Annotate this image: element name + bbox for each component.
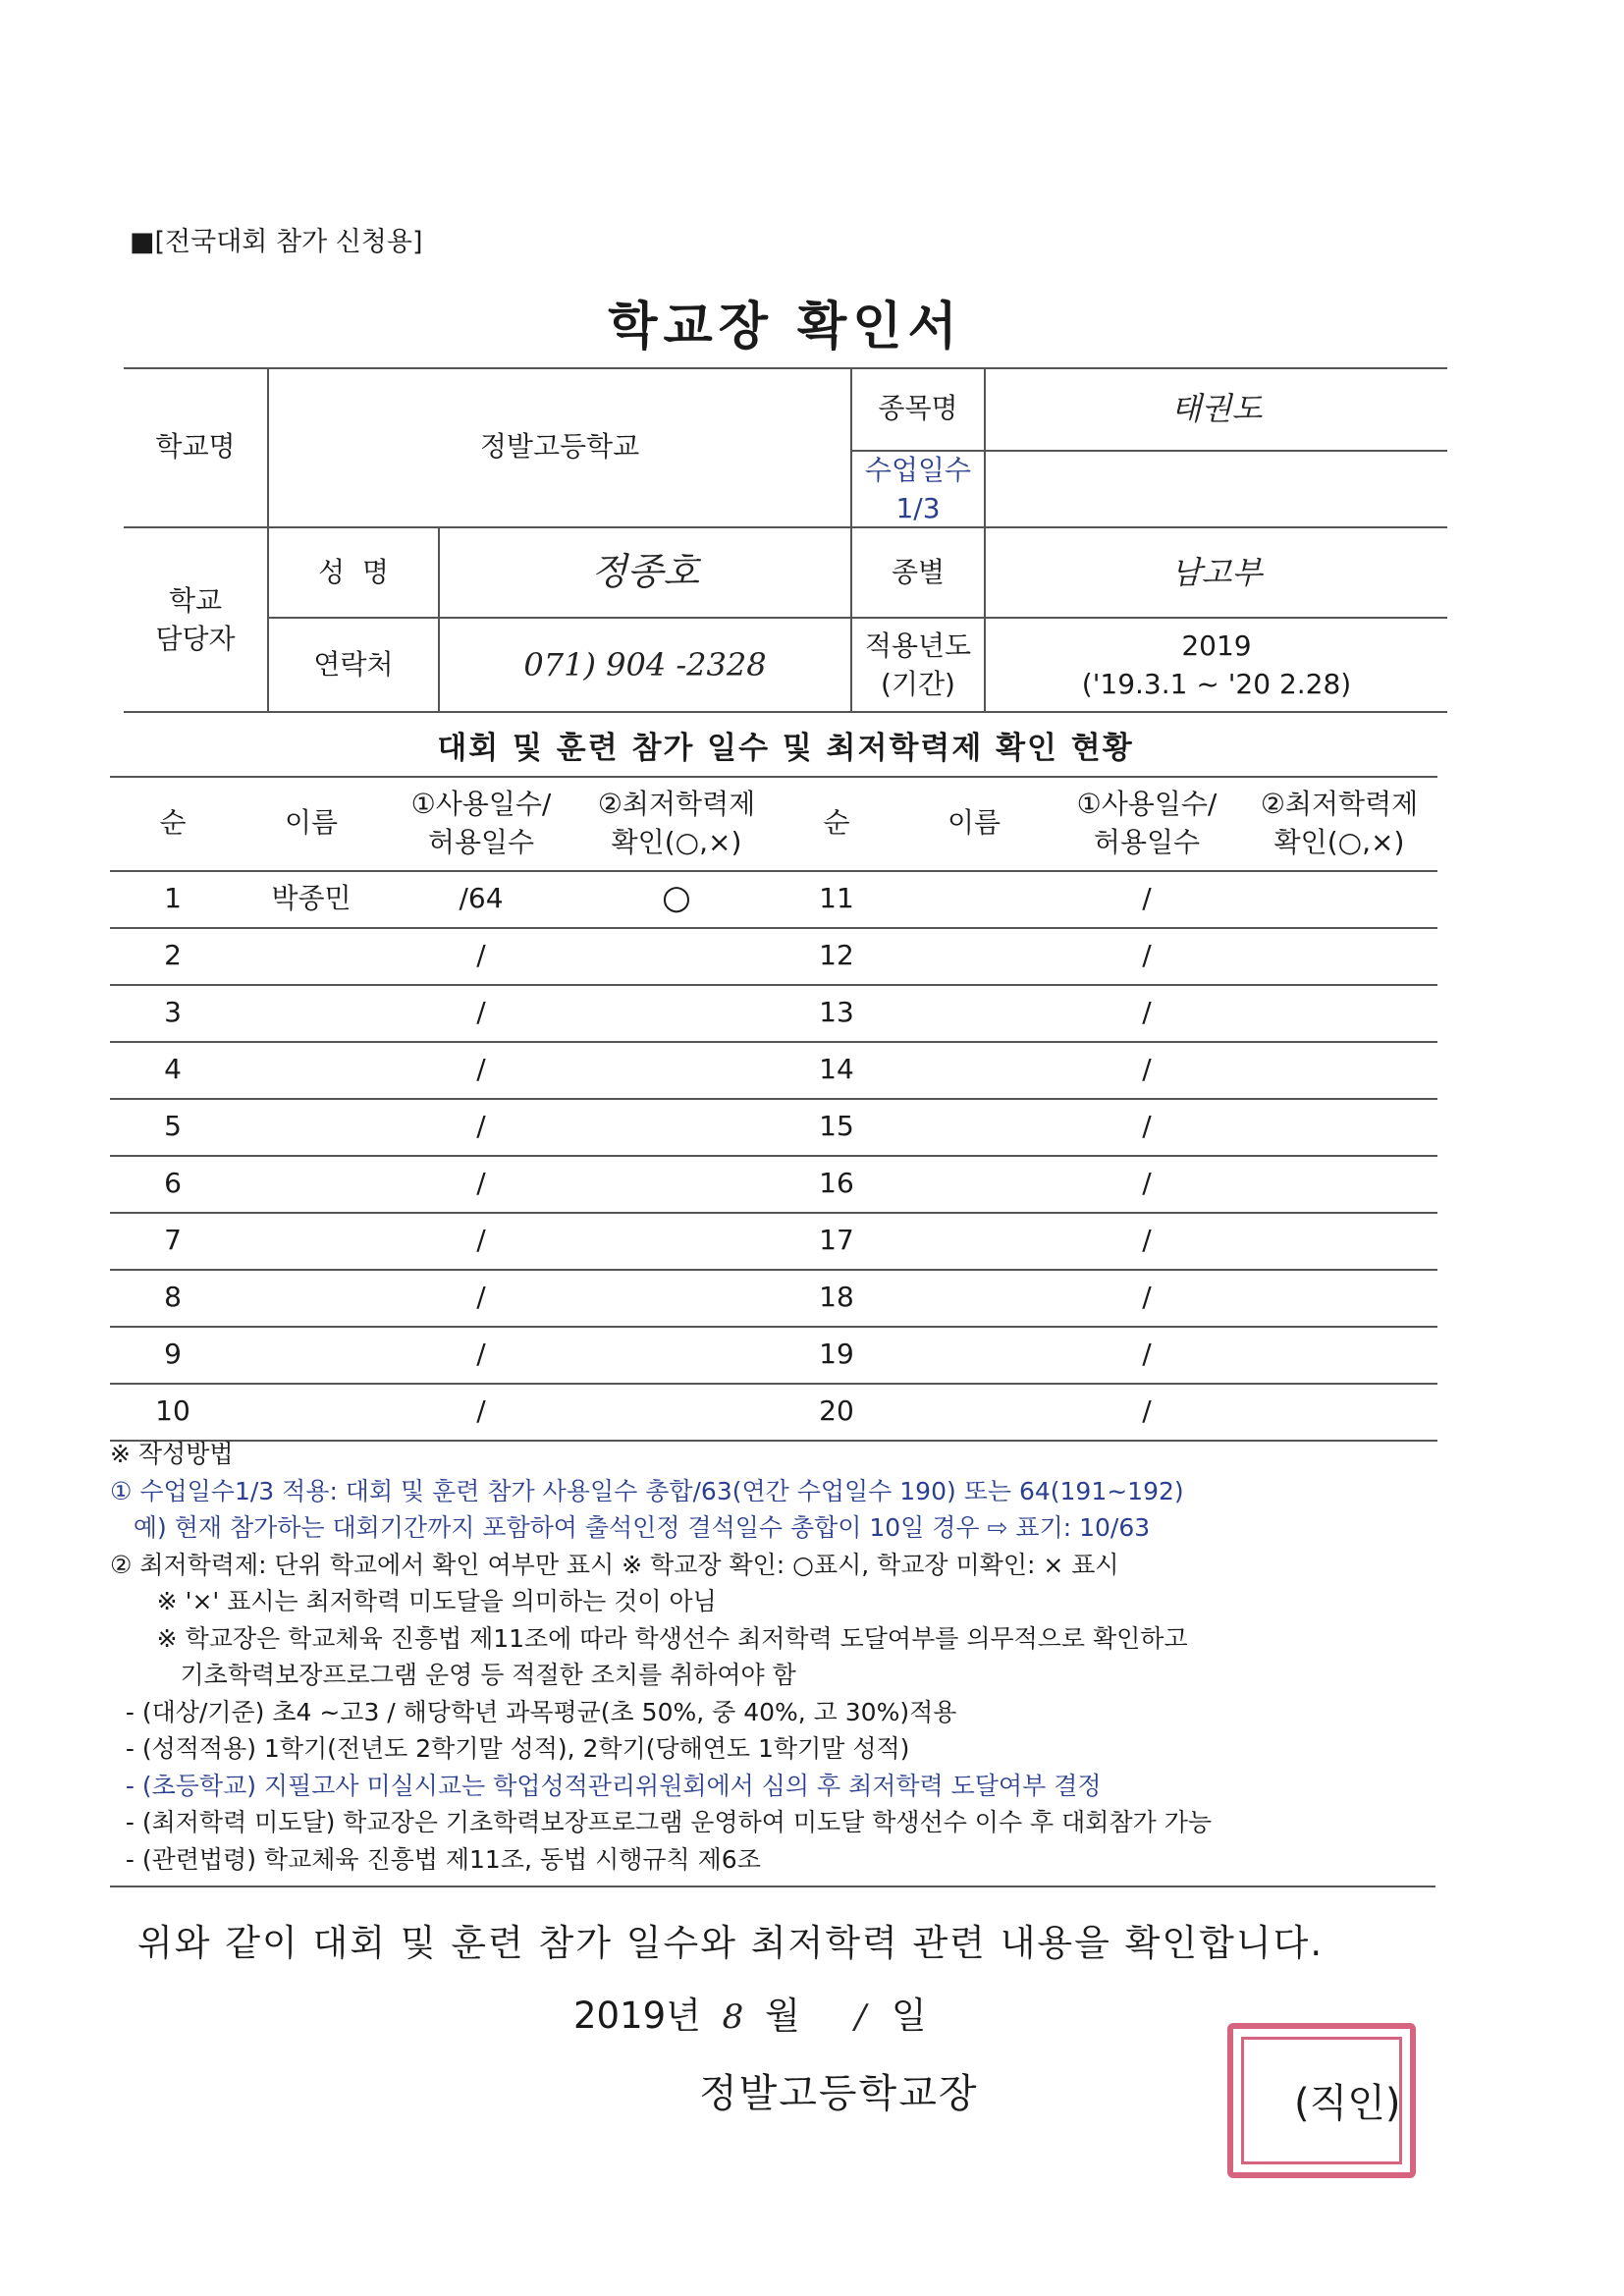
cell-seq: 7 bbox=[164, 1224, 182, 1257]
date-month-value: 8 bbox=[722, 1997, 744, 2037]
notes-divider bbox=[110, 1886, 1435, 1887]
cell-seq: 12 bbox=[819, 939, 854, 972]
cell-check bbox=[575, 927, 778, 984]
cell-days: / bbox=[476, 1394, 486, 1428]
form-tag: ■[전국대회 참가 신청용] bbox=[130, 227, 423, 257]
date-year: 2019년 bbox=[573, 1995, 701, 2037]
col-name-left: 이름 bbox=[284, 806, 339, 840]
cell-check bbox=[1241, 1269, 1437, 1326]
cell-name bbox=[895, 1212, 1053, 1269]
school-info-table bbox=[124, 367, 1447, 713]
cell-check bbox=[575, 1326, 778, 1383]
cell-days: / bbox=[1142, 1281, 1152, 1314]
cell-days: / bbox=[476, 1167, 486, 1200]
cell-days: /64 bbox=[459, 882, 504, 915]
issue-date bbox=[573, 1986, 927, 2039]
cell-days: / bbox=[1142, 882, 1152, 915]
cell-days: / bbox=[476, 1338, 486, 1371]
division-value: 남고부 bbox=[1170, 553, 1263, 591]
cell-name bbox=[236, 1269, 387, 1326]
cell-seq: 20 bbox=[819, 1394, 854, 1428]
cell-name bbox=[895, 927, 1053, 984]
col-seq-right: 순 bbox=[823, 806, 850, 840]
note-1a: ① 수업일수1/3 적용: 대회 및 훈련 참가 사용일수 총합/63(연간 수업일수 190) 또는 64(191~192) bbox=[110, 1476, 1184, 1505]
cell-check bbox=[1241, 870, 1437, 927]
col-check-right: ②최저학력제 확인(○,×) bbox=[1260, 787, 1419, 858]
cell-seq: 3 bbox=[164, 996, 182, 1029]
contact-label: 연락처 bbox=[313, 648, 394, 682]
cell-seq: 5 bbox=[164, 1110, 182, 1143]
cell-seq: 15 bbox=[819, 1110, 854, 1143]
cell-seq: 16 bbox=[819, 1167, 854, 1200]
cell-seq: 14 bbox=[819, 1053, 854, 1086]
cell-check bbox=[1241, 1098, 1437, 1155]
cell-seq: 6 bbox=[164, 1167, 182, 1200]
cell-seq: 11 bbox=[819, 882, 854, 915]
cell-seq: 1 bbox=[164, 882, 182, 915]
cell-name bbox=[895, 984, 1053, 1041]
row-divider bbox=[110, 776, 1437, 778]
cell-days: / bbox=[1142, 1167, 1152, 1200]
cell-days: / bbox=[1142, 996, 1152, 1029]
year-label: 적용년도 (기간) bbox=[864, 629, 972, 700]
cell-days: / bbox=[476, 1110, 486, 1143]
date-month-label: 월 bbox=[765, 1995, 800, 2037]
seal-label: (직인) bbox=[1294, 2081, 1401, 2126]
cell-name bbox=[236, 1155, 387, 1212]
school-name-value: 정발고등학교 bbox=[479, 430, 640, 464]
cell-name: 박종민 bbox=[271, 882, 352, 915]
date-day-value: / bbox=[854, 1997, 867, 2037]
cell-name bbox=[895, 870, 1053, 927]
detail-unmet: - (최저학력 미도달) 학교장은 기초학력보장프로그램 운영하여 미도달 학생선수 이수 후 대회참가 가능 bbox=[110, 1808, 1212, 1836]
manager-name-value: 정종호 bbox=[590, 550, 700, 594]
detail-law: - (관련법령) 학교체육 진흥법 제11조, 동법 시행규칙 제6조 bbox=[110, 1844, 761, 1874]
cell-name bbox=[895, 1098, 1053, 1155]
cell-seq: 19 bbox=[819, 1338, 854, 1371]
school-label: 학교명 bbox=[155, 430, 236, 464]
participation-table bbox=[110, 776, 1437, 1440]
school-days-label bbox=[852, 452, 984, 526]
cell-seq: 8 bbox=[164, 1281, 182, 1314]
detail-elementary: - (초등학교) 지필고사 미실시교는 학업성적관리위원회에서 심의 후 최저학력 도달여부 결정 bbox=[110, 1771, 1102, 1800]
cell-name bbox=[895, 1041, 1053, 1098]
cell-name bbox=[236, 927, 387, 984]
manager-label: 학교 담당자 bbox=[155, 583, 236, 655]
cell-seq: 18 bbox=[819, 1281, 854, 1314]
detail-grades: - (성적적용) 1학기(전년도 2학기말 성적), 2학기(당해연도 1학기말 성적) bbox=[110, 1734, 910, 1763]
school-days-text: 수업일수 bbox=[864, 453, 972, 486]
cell-check bbox=[575, 1155, 778, 1212]
cell-name bbox=[895, 1383, 1053, 1440]
cell-name bbox=[895, 1269, 1053, 1326]
cell-days: / bbox=[476, 939, 486, 972]
cell-days: / bbox=[476, 996, 486, 1029]
page-title: 학교장 확인서 bbox=[608, 298, 963, 356]
cell-check bbox=[575, 984, 778, 1041]
cell-check bbox=[1241, 1326, 1437, 1383]
cell-name bbox=[236, 984, 387, 1041]
col-days-right: ①사용일수/ 허용일수 bbox=[1076, 787, 1218, 858]
cell-name bbox=[895, 1326, 1053, 1383]
cell-check bbox=[1241, 1212, 1437, 1269]
cell-seq: 13 bbox=[819, 996, 854, 1029]
cell-check bbox=[1241, 984, 1437, 1041]
instructions bbox=[110, 1436, 1465, 1878]
confirmation-statement: 위와 같이 대회 및 훈련 참가 일수와 최저학력 관련 내용을 확인합니다. bbox=[137, 1922, 1325, 1964]
cell-check bbox=[1241, 1155, 1437, 1212]
table-title: 대회 및 훈련 참가 일수 및 최저학력제 확인 현황 bbox=[437, 731, 1134, 766]
event-value: 태권도 bbox=[1170, 389, 1263, 427]
cell-check: ○ bbox=[662, 878, 691, 918]
cell-check bbox=[575, 1383, 778, 1440]
cell-check bbox=[575, 1098, 778, 1155]
division-label: 종별 bbox=[891, 556, 946, 589]
cell-check bbox=[1241, 1383, 1437, 1440]
col-name-right: 이름 bbox=[947, 806, 1001, 840]
col-seq-left: 순 bbox=[159, 806, 187, 840]
cell-days: / bbox=[476, 1224, 486, 1257]
cell-name bbox=[236, 1212, 387, 1269]
cell-seq: 4 bbox=[164, 1053, 182, 1086]
note-1b: 예) 현재 참가하는 대회기간까지 포함하여 출석인정 결석일수 총합이 10일 경우 ⇨ 표기: 10/63 bbox=[110, 1513, 1151, 1542]
cell-days: / bbox=[1142, 1224, 1152, 1257]
contact-value: 071) 904 -2328 bbox=[523, 645, 767, 683]
cell-name bbox=[236, 1326, 387, 1383]
cell-name bbox=[236, 1098, 387, 1155]
year-cell bbox=[986, 619, 1447, 711]
note-2c: ※ 학교장은 학교체육 진흥법 제11조에 따라 학생선수 최저학력 도달여부를 의무적으로 확인하고 bbox=[110, 1623, 1188, 1653]
event-label: 종목명 bbox=[878, 392, 958, 425]
cell-seq: 17 bbox=[819, 1224, 854, 1257]
cell-seq: 2 bbox=[164, 939, 182, 972]
cell-check bbox=[575, 1041, 778, 1098]
name-label: 성 명 bbox=[318, 556, 389, 589]
cell-days: / bbox=[476, 1281, 486, 1314]
cell-days: / bbox=[1142, 939, 1152, 972]
date-day-label: 일 bbox=[891, 1995, 927, 2037]
year-value: 2019 bbox=[1181, 629, 1252, 662]
detail-target: - (대상/기준) 초4 ~고3 / 해당학년 과목평균(초 50%, 중 40%, 고 30%)적용 bbox=[110, 1697, 957, 1726]
period-value: ('19.3.1 ~ '20 2.28) bbox=[1081, 668, 1352, 700]
col-days-left: ①사용일수/ 허용일수 bbox=[410, 787, 552, 858]
cell-days: / bbox=[476, 1053, 486, 1086]
cell-days: / bbox=[1142, 1394, 1152, 1428]
cell-check bbox=[575, 1212, 778, 1269]
cell-check bbox=[575, 1269, 778, 1326]
cell-name bbox=[895, 1155, 1053, 1212]
cell-name bbox=[236, 1383, 387, 1440]
cell-seq: 10 bbox=[155, 1394, 190, 1428]
note-2d: 기초학력보장프로그램 운영 등 적절한 조치를 취하여야 함 bbox=[110, 1661, 796, 1689]
cell-days: / bbox=[1142, 1110, 1152, 1143]
cell-seq: 9 bbox=[164, 1338, 182, 1371]
col-check-left: ②최저학력제 확인(○,×) bbox=[597, 787, 756, 858]
cell-days: / bbox=[1142, 1338, 1152, 1371]
cell-check bbox=[1241, 1041, 1437, 1098]
school-days-fraction: 1/3 bbox=[895, 492, 941, 524]
principal-title: 정발고등학교장 bbox=[699, 2071, 979, 2116]
note-2a: ② 최저학력제: 단위 학교에서 확인 여부만 표시 ※ 학교장 확인: ○표시, 학교장 미확인: × 표시 bbox=[110, 1550, 1119, 1579]
cell-days: / bbox=[1142, 1053, 1152, 1086]
cell-name bbox=[236, 1041, 387, 1098]
cell-check bbox=[1241, 927, 1437, 984]
note-2b: ※ '×' 표시는 최저학력 미도달을 의미하는 것이 아님 bbox=[110, 1587, 717, 1615]
notes-heading: ※ 작성방법 bbox=[110, 1440, 234, 1468]
